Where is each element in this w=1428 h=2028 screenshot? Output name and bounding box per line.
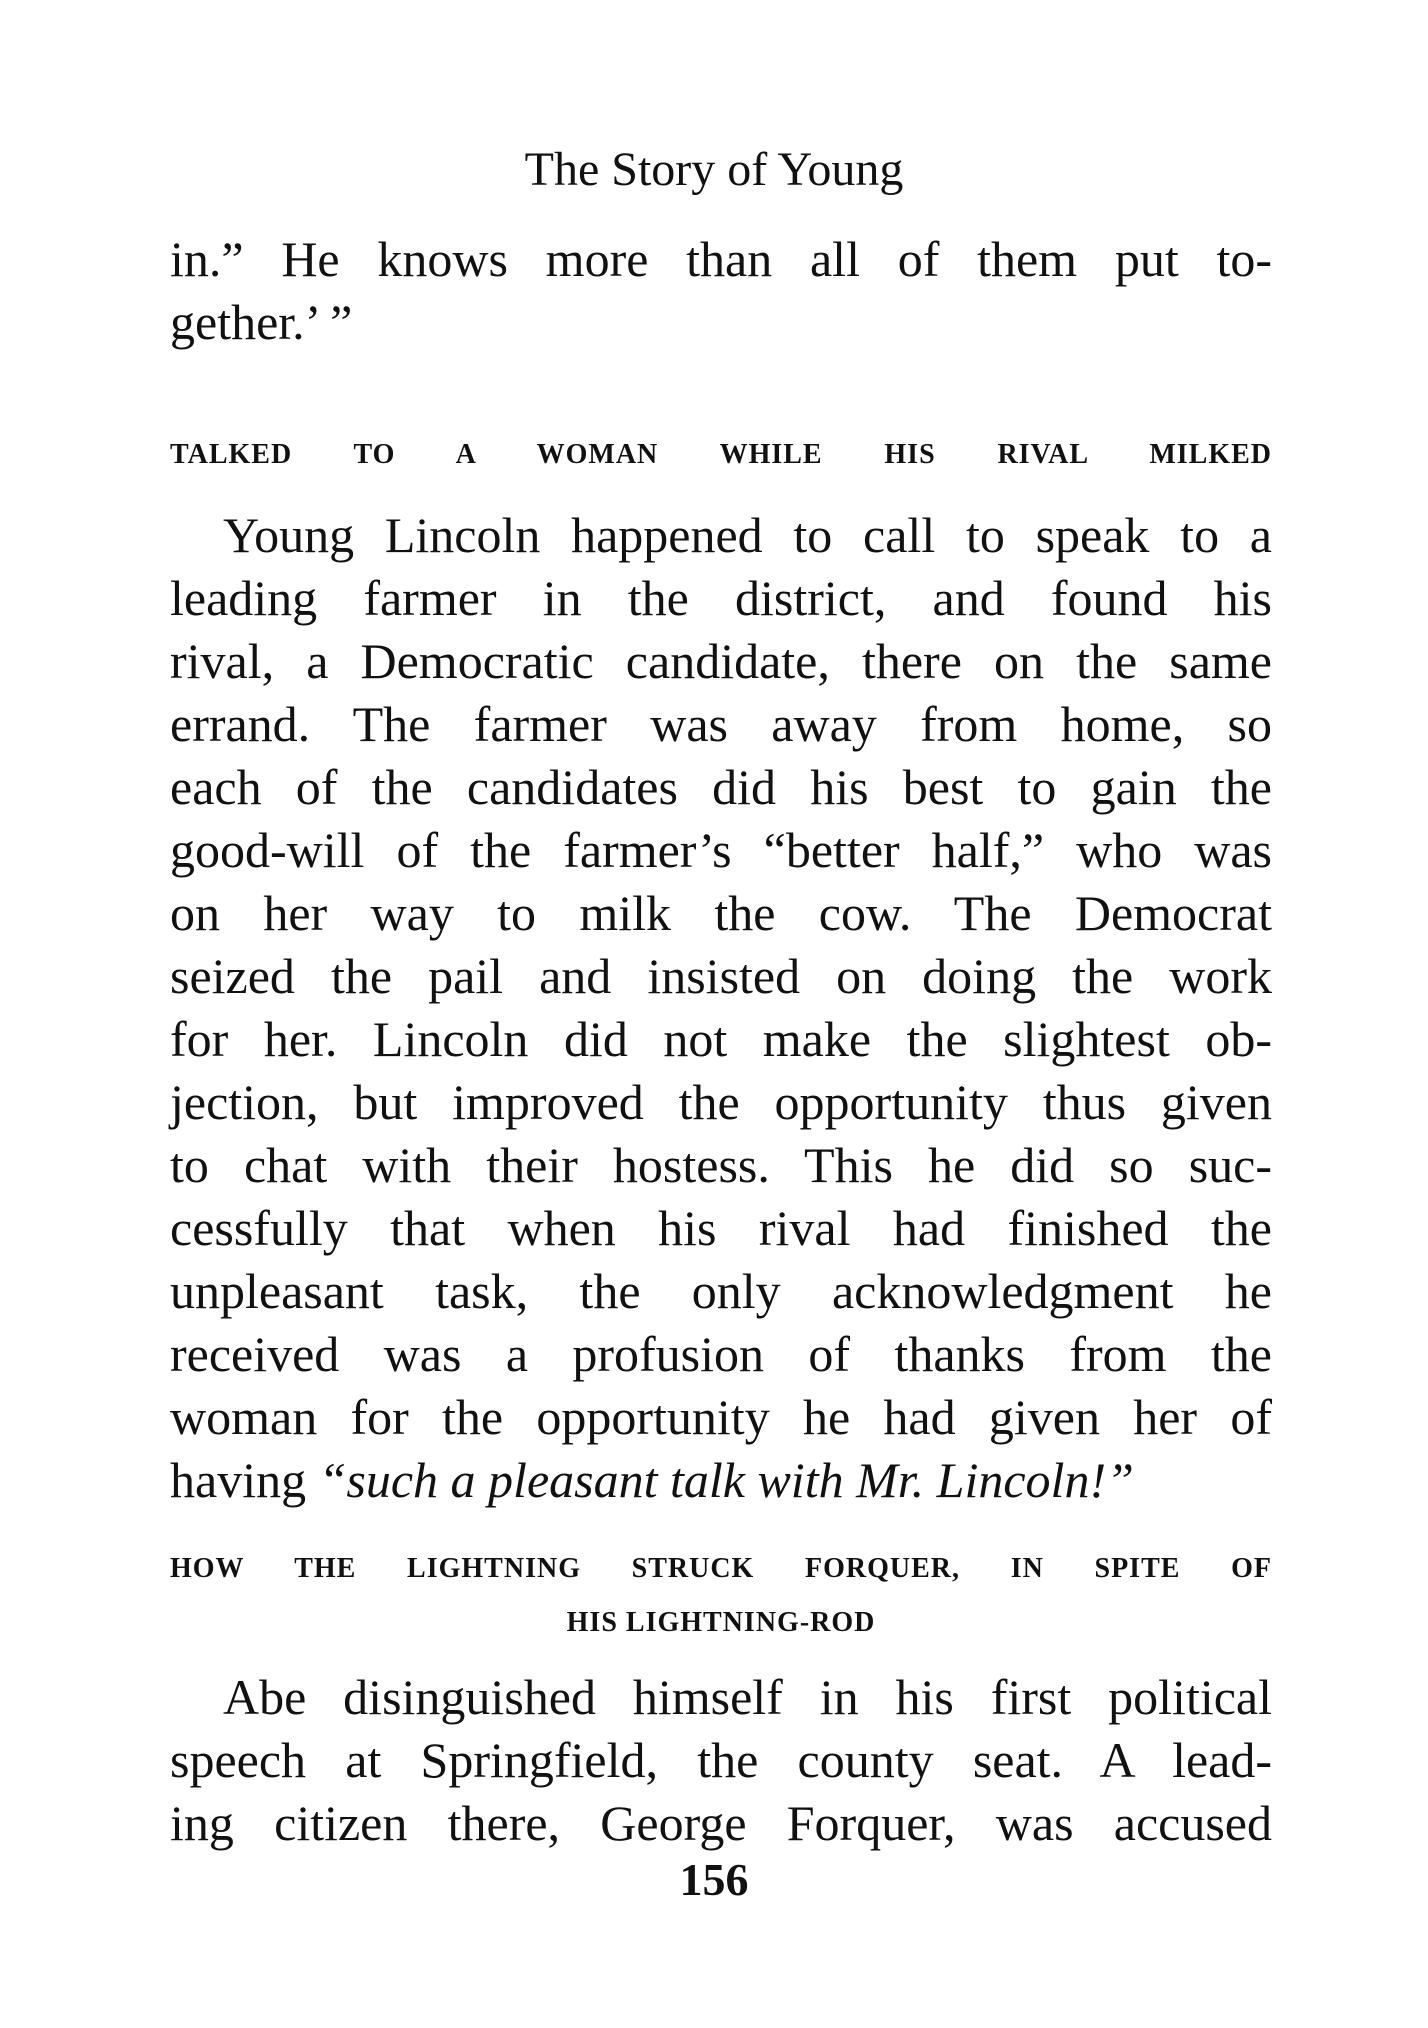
- text-line: for her. Lincoln did not make the slightest ob-: [170, 1011, 1272, 1067]
- text-line: gether.’ ”: [170, 294, 353, 350]
- text-run: having: [170, 1452, 307, 1508]
- section-heading: TALKED TO A WOMAN WHILE HIS RIVAL MILKED: [170, 439, 1272, 470]
- section2-paragraph: [170, 1666, 1272, 1855]
- text-line: errand. The farmer was away from home, so: [170, 696, 1272, 752]
- text-line: on her way to milk the cow. The Democrat: [170, 885, 1272, 941]
- section1-paragraph: [170, 504, 1272, 1512]
- text-line: Young Lincoln happened to call to speak to a: [223, 507, 1272, 563]
- text-line: seized the pail and insisted on doing the work: [170, 948, 1272, 1004]
- text-line: to chat with their hostess. This he did so suc-: [170, 1137, 1272, 1193]
- text-line: [170, 1449, 1272, 1512]
- text-line: leading farmer in the district, and found his: [170, 570, 1272, 626]
- text-line: received was a profusion of thanks from the: [170, 1326, 1272, 1382]
- opening-paragraph: [170, 228, 1272, 354]
- text-line: jection, but improved the opportunity thus given: [170, 1074, 1272, 1130]
- text-line: rival, a Democratic candidate, there on the same: [170, 633, 1272, 689]
- italic-quote: “such a pleasant talk with Mr. Lincoln!”: [318, 1452, 1134, 1508]
- text-line: in.” He knows more than all of them put to-: [170, 231, 1272, 287]
- text-line: cessfully that when his rival had finished the: [170, 1200, 1272, 1256]
- text-line: woman for the opportunity he had given her of: [170, 1389, 1272, 1445]
- section-heading: HOW THE LIGHTNING STRUCK FORQUER, IN SPITE OF: [170, 1553, 1272, 1584]
- text-line: ing citizen there, George Forquer, was accused: [170, 1795, 1272, 1851]
- text-line: good-will of the farmer’s “better half,” who was: [170, 822, 1272, 878]
- text-line: speech at Springfield, the county seat. A lead-: [170, 1732, 1272, 1788]
- text-line: each of the candidates did his best to gain the: [170, 759, 1272, 815]
- text-line: unpleasant task, the only acknowledgment he: [170, 1263, 1272, 1319]
- text-line: Abe disinguished himself in his first political: [223, 1669, 1272, 1725]
- running-head: The Story of Young: [524, 143, 904, 196]
- section-heading-continued: HIS LIGHTNING-ROD: [566, 1607, 876, 1638]
- page-number: 156: [679, 1854, 749, 1905]
